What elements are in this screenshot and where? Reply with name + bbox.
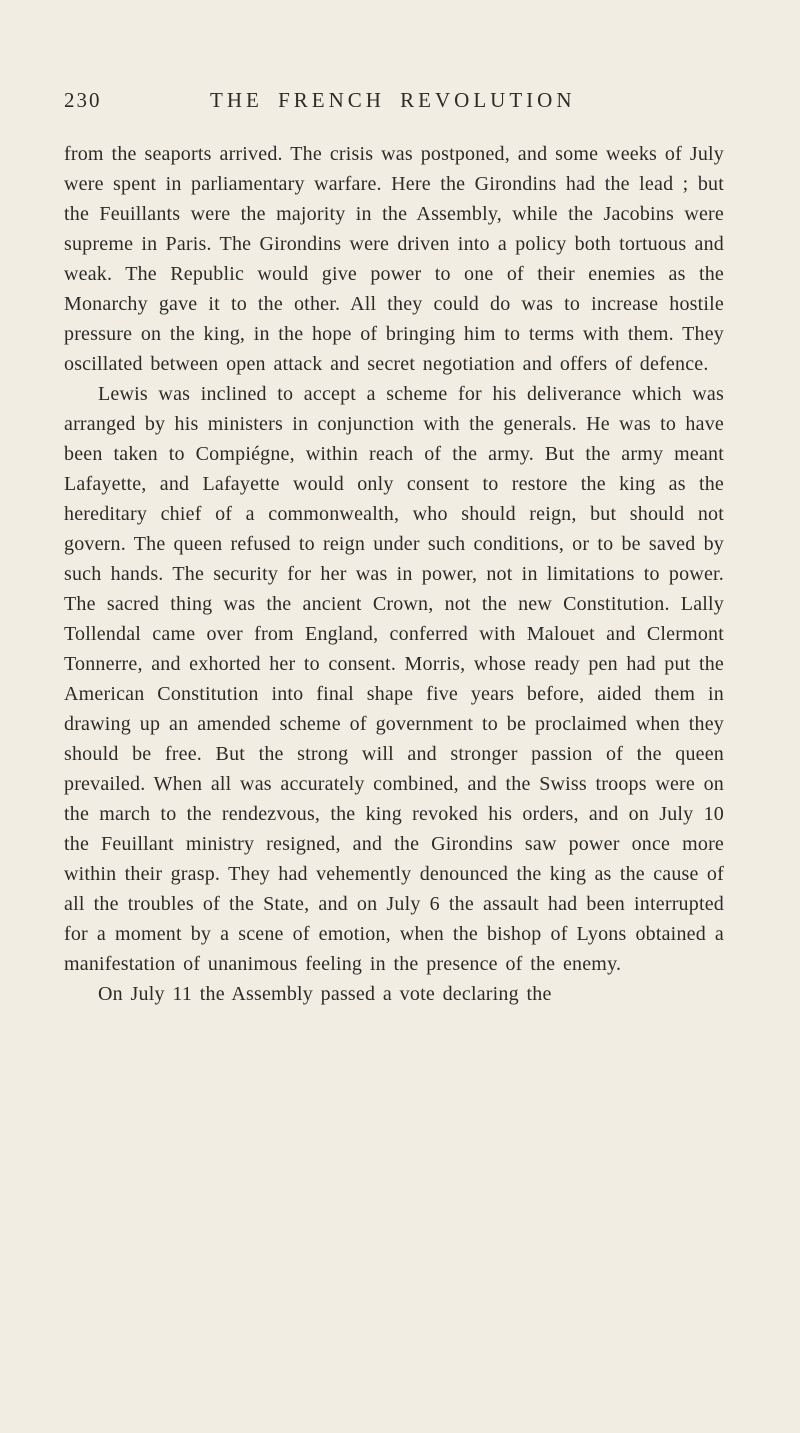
running-header (64, 88, 724, 113)
paragraph: On July 11 the Assembly passed a vote declaring the (98, 983, 552, 1005)
page-number: 230 (64, 88, 102, 112)
paragraph: Lewis was inclined to accept a scheme for his deliverance which was arranged by his ministers in conjunction with the generals. He was to have been taken to Compiégne, within reach of the army. But the army meant Lafayette, and Lafayette would only consent to restore the king as the hereditary chief of a commonwealth, who should reign, but should not govern. The queen refused to reign under such conditions, or to be saved by such hands. The security for her was in power, not in limitations to power. The sacred thing was the ancient Crown, not the new Constitution. Lally Tollendal came over from England, conferred with Malouet and Clermont Tonnerre, and exhorted her to consent. Morris, whose ready pen had put the American Constitution into final shape five years before, aided them in drawing up an amended scheme of government to be proclaimed when they should be free. But the strong will and stronger passion of the queen prevailed. When all was accurately combined, and the Swiss troops were on the march to the rendezvous, the king revoked his orders, and on July 10 the Feuillant ministry resigned, and the Girondins saw power once more within their grasp. They had vehemently denounced the king as the cause of all the troubles of the State, and on July 6 the assault had been interrupted for a moment by a scene of emotion, when the bishop of Lyons obtained a manifestation of unanimous feeling in the presence of the enemy. (64, 383, 724, 975)
paragraph: from the seaports arrived. The crisis was postponed, and some weeks of July were spent in parliamentary warfare. Here the Girondins had the lead ; but the Feuillants were the majority in the Assembly, while the Jacobins were supreme in Paris. The Girondins were driven into a policy both tortuous and weak. The Republic would give power to one of their enemies as the Monarchy gave it to the other. All they could do was to increase hostile pressure on the king, in the hope of bringing him to terms with them. They oscillated between open attack and secret negotiation and offers of defence. (64, 143, 724, 375)
body-text (64, 139, 724, 1009)
page-title: THE FRENCH REVOLUTION (210, 88, 576, 112)
